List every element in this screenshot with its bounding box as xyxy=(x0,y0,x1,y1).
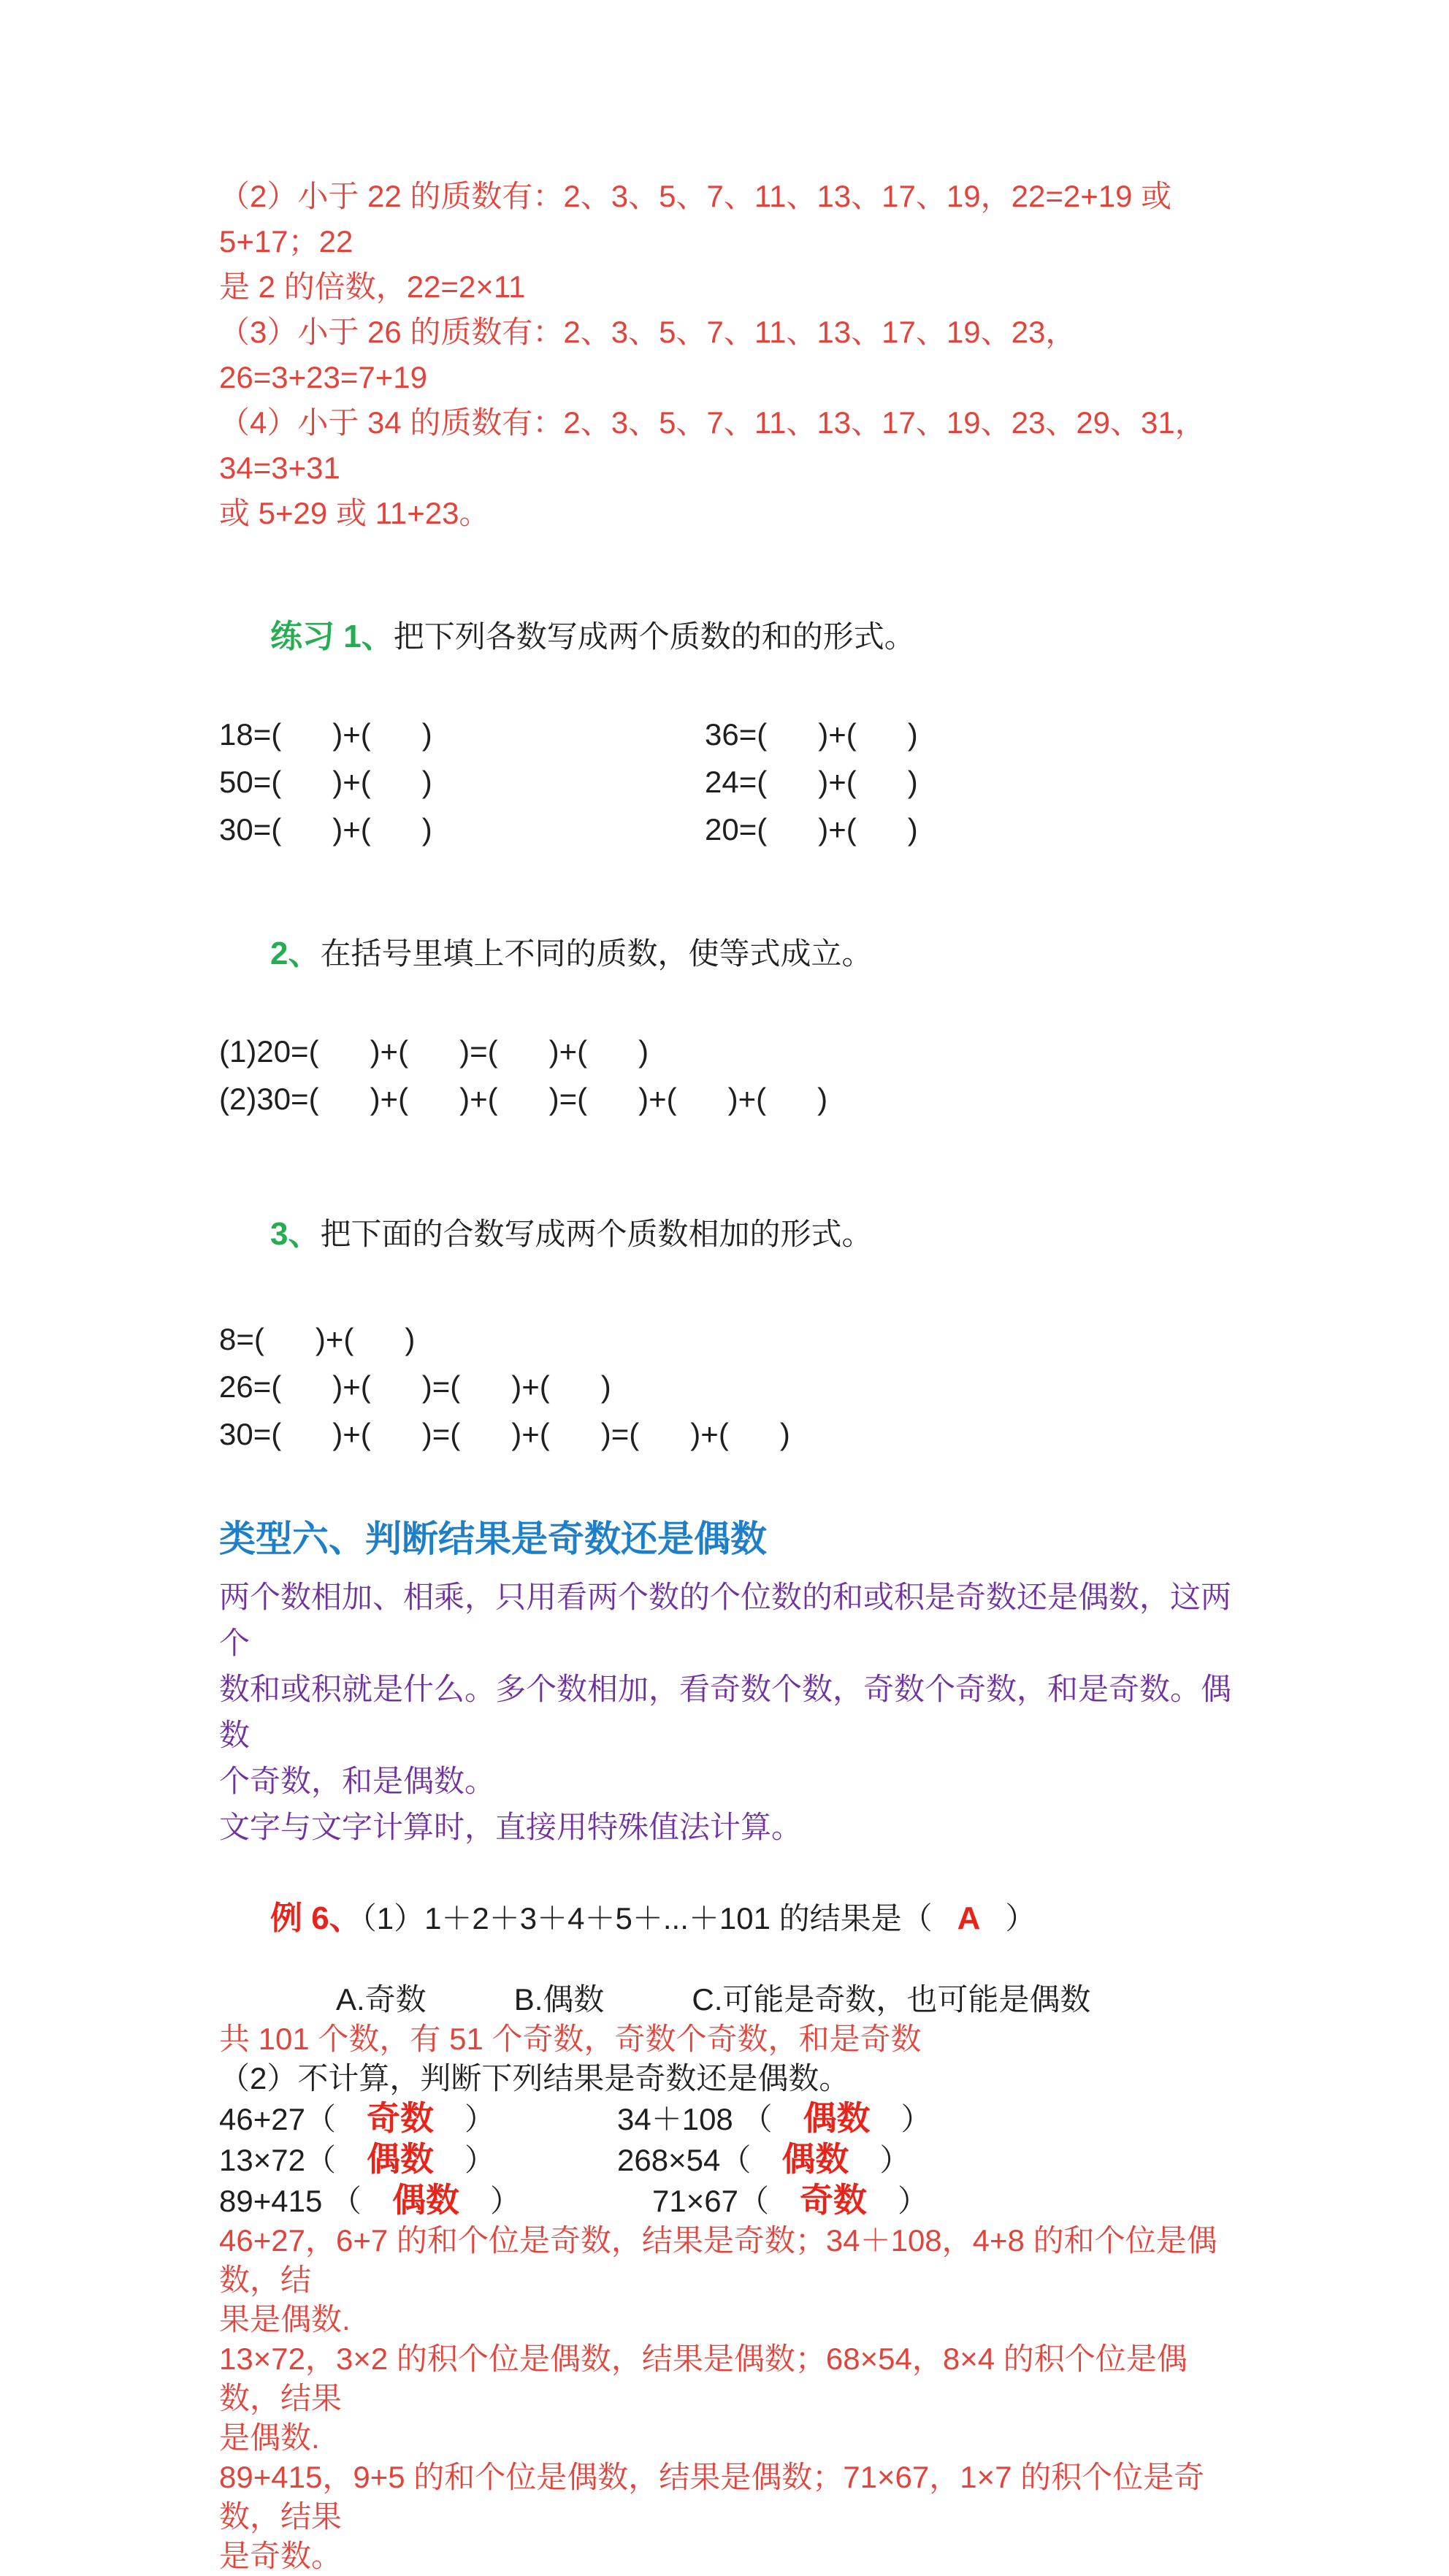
fill-blank-equation: 24=( )+( ) xyxy=(705,765,918,799)
practice-1-section xyxy=(219,569,1245,853)
explanation-line: 89+415，9+5 的和个位是偶数，结果是偶数；71×67，1×7 的积个位是奇数，结果 xyxy=(219,2460,1205,2534)
judge-answer: 奇数 xyxy=(366,2099,434,2137)
fill-blank-equation: 18=( )+( ) xyxy=(219,717,432,752)
close-paren: ） xyxy=(490,2184,521,2218)
prime-sum-answer-block xyxy=(219,174,1245,536)
answer-line: （3）小于 26 的质数有：2、3、5、7、11、13、17、19、23，26=3+23=7+19 xyxy=(219,315,1077,394)
example-6-label: 例 6、 xyxy=(270,1900,362,1936)
exercise-2-number: 2、 xyxy=(270,936,321,971)
example-6-explanation xyxy=(219,2221,1245,2576)
answer-line: （2）小于 22 的质数有：2、3、5、7、11、13、17、19，22=2+19 或 5+17；22 xyxy=(219,179,1180,259)
fill-row xyxy=(219,711,1245,758)
example-6-question-2: （2）不计算，判断下列结果是奇数还是偶数。 xyxy=(219,2061,850,2095)
answer-line: 是 2 的倍数，22=2×11 xyxy=(219,270,526,304)
expression: 71×67（ xyxy=(652,2184,769,2218)
judge-item xyxy=(219,2180,617,2221)
judge-answer: 偶数 xyxy=(392,2181,459,2219)
fill-row xyxy=(219,806,1245,853)
exercise-3-section xyxy=(219,1166,1245,1458)
judge-item xyxy=(219,2098,617,2139)
fill-blank-equation: 30=( )+( ) xyxy=(219,812,432,846)
explanation-line: 是偶数. xyxy=(219,2420,320,2455)
fill-blank-equation: 8=( )+( ) xyxy=(219,1322,416,1356)
fill-blank-equation: (1)20=( )+( )=( )+( ) xyxy=(219,1034,649,1069)
exercise-2-section xyxy=(219,886,1245,1123)
question-1-answer: A xyxy=(957,1900,981,1936)
explanation-line: 13×72，3×2 的积个位是偶数，结果是偶数；68×54，8×4 的积个位是偶数，结果 xyxy=(219,2342,1188,2415)
explanation-line: 是奇数。 xyxy=(219,2539,343,2573)
exercise-3-heading xyxy=(219,1166,1245,1302)
practice-1-number: 练习 1、 xyxy=(270,619,394,654)
expression: 46+27（ xyxy=(219,2102,336,2136)
judge-row xyxy=(219,2139,1245,2180)
expression: 34＋108 （ xyxy=(617,2102,773,2136)
judge-row xyxy=(219,2180,1245,2221)
expression: 89+415 （ xyxy=(219,2184,362,2218)
close-paren: ） xyxy=(464,2143,495,2177)
question-1-text: （1）1＋2＋3＋4＋5＋...＋101 的结果是（ xyxy=(361,1901,933,1935)
practice-1-heading xyxy=(219,569,1245,705)
note-line: 数和或积就是什么。多个数相加，看奇数个数，奇数个奇数，和是奇数。偶数 xyxy=(219,1672,1232,1752)
example-6-question-1 xyxy=(219,1857,1245,1980)
judge-item xyxy=(219,2139,617,2180)
judge-row xyxy=(219,2098,1245,2139)
judge-answer: 偶数 xyxy=(366,2140,434,2178)
judge-answer: 偶数 xyxy=(781,2140,849,2178)
judge-item xyxy=(617,2139,910,2180)
type6-section-heading: 类型六、判断结果是奇数还是偶数 xyxy=(219,1518,767,1559)
answer-line: 或 5+29 或 11+23。 xyxy=(219,496,490,530)
fill-blank-equation: 50=( )+( ) xyxy=(219,765,432,799)
exercise-3-title: 把下面的合数写成两个质数相加的形式。 xyxy=(320,1217,873,1251)
fill-blank-equation: 26=( )+( )=( )+( ) xyxy=(219,1369,611,1404)
exercise-3-number: 3、 xyxy=(270,1216,321,1252)
expression: 268×54（ xyxy=(617,2143,752,2177)
explanation-line: 46+27，6+7 的和个位是奇数，结果是奇数；34＋108，4+8 的和个位是偶数，结 xyxy=(219,2223,1217,2297)
fill-blank-equation: (2)30=( )+( )+( )=( )+( )+( ) xyxy=(219,1082,828,1116)
judge-answer: 偶数 xyxy=(803,2099,871,2137)
exercise-2-heading xyxy=(219,886,1245,1022)
exercise-2-title: 在括号里填上不同的质数，使等式成立。 xyxy=(320,936,873,971)
option-a: A.奇数 xyxy=(336,1982,427,2017)
judge-answer: 奇数 xyxy=(799,2181,867,2219)
judge-item xyxy=(617,2180,928,2221)
exercise-2-rows xyxy=(219,1028,1245,1123)
note-line: 个奇数，和是偶数。 xyxy=(219,1764,496,1798)
close-paren: ） xyxy=(897,2184,928,2218)
fill-blank-equation: 20=( )+( ) xyxy=(705,812,918,846)
close-paren: ） xyxy=(879,2143,911,2177)
note-line: 文字与文字计算时，直接用特殊值法计算。 xyxy=(219,1810,803,1844)
fill-blank-equation: 30=( )+( )=( )+( )=( )+( ) xyxy=(219,1417,790,1451)
practice-1-title: 把下列各数写成两个质数的和的形式。 xyxy=(393,619,915,654)
fill-blank-equation: 36=( )+( ) xyxy=(705,717,918,752)
option-c: C.可能是奇数，也可能是偶数 xyxy=(692,1982,1091,2017)
answer-line: （4）小于 34 的质数有：2、3、5、7、11、13、17、19、23、29、31，34=3+31 xyxy=(219,405,1206,485)
example-6-section xyxy=(219,1857,1245,2576)
question-1-close-paren: ） xyxy=(1005,1901,1036,1935)
explanation-line: 果是偶数. xyxy=(219,2302,351,2336)
fill-row xyxy=(219,758,1245,806)
expression: 13×72（ xyxy=(219,2143,336,2177)
exercise-3-rows xyxy=(219,1315,1245,1458)
judge-item xyxy=(617,2098,931,2139)
option-b: B.偶数 xyxy=(513,1982,605,2017)
question-1-analysis: 共 101 个数，有 51 个奇数，奇数个奇数，和是奇数 xyxy=(219,2022,922,2056)
close-paren: ） xyxy=(464,2102,495,2136)
note-line: 两个数相加、相乘，只用看两个数的个位数的和或积是奇数还是偶数，这两个 xyxy=(219,1580,1232,1660)
type6-notes xyxy=(219,1574,1245,1850)
practice-1-rows xyxy=(219,711,1245,853)
close-paren: ） xyxy=(901,2102,932,2136)
question-1-options xyxy=(219,1980,1245,2019)
